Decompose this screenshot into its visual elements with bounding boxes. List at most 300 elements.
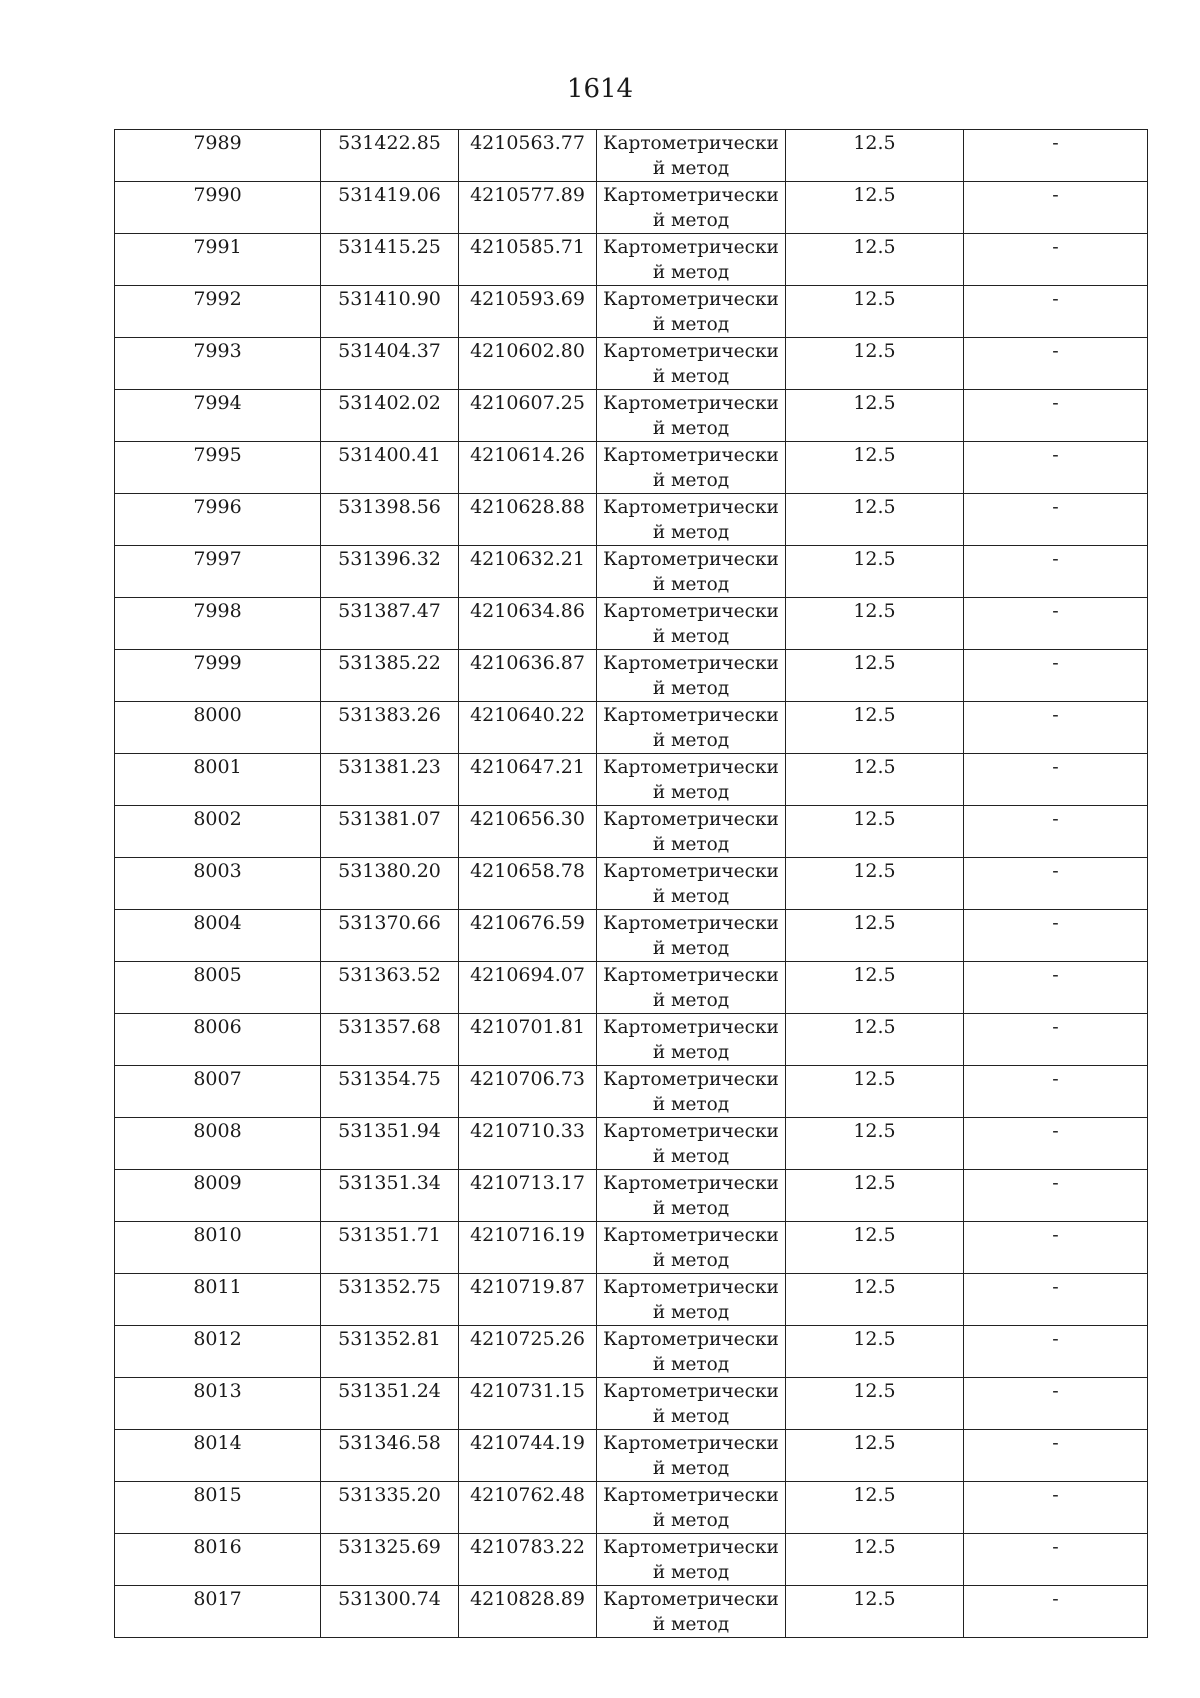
method-cell bbox=[597, 442, 786, 494]
y-coordinate-cell-text: 4210676.59 bbox=[470, 912, 585, 934]
method-cell bbox=[597, 1586, 786, 1638]
table-row bbox=[115, 1222, 1148, 1274]
table-row bbox=[115, 1014, 1148, 1066]
accuracy-cell bbox=[786, 286, 964, 338]
y-coordinate-cell bbox=[459, 1118, 597, 1170]
point-number-cell bbox=[115, 494, 321, 546]
y-coordinate-cell bbox=[459, 390, 597, 442]
method-cell bbox=[597, 1118, 786, 1170]
note-cell-text: - bbox=[1052, 652, 1059, 674]
x-coordinate-cell bbox=[321, 1014, 459, 1066]
x-coordinate-cell-text: 531351.94 bbox=[338, 1120, 441, 1142]
note-cell-text: - bbox=[1052, 1172, 1059, 1194]
y-coordinate-cell bbox=[459, 494, 597, 546]
coordinates-table-body bbox=[115, 130, 1148, 1638]
y-coordinate-cell bbox=[459, 1274, 597, 1326]
point-number-cell bbox=[115, 338, 321, 390]
y-coordinate-cell-text: 4210656.30 bbox=[470, 808, 585, 830]
point-number-cell-text: 8001 bbox=[193, 756, 242, 778]
x-coordinate-cell bbox=[321, 910, 459, 962]
method-cell bbox=[597, 546, 786, 598]
y-coordinate-cell bbox=[459, 910, 597, 962]
method-cell bbox=[597, 1378, 786, 1430]
y-coordinate-cell-text: 4210563.77 bbox=[470, 132, 585, 154]
y-coordinate-cell bbox=[459, 1014, 597, 1066]
x-coordinate-cell-text: 531422.85 bbox=[338, 132, 441, 154]
method-cell-text: Картометрический метод bbox=[603, 341, 779, 387]
note-cell bbox=[964, 650, 1148, 702]
note-cell-text: - bbox=[1052, 704, 1059, 726]
method-cell-text: Картометрический метод bbox=[603, 1433, 779, 1479]
x-coordinate-cell-text: 531419.06 bbox=[338, 184, 441, 206]
table-row bbox=[115, 546, 1148, 598]
point-number-cell bbox=[115, 130, 321, 182]
y-coordinate-cell bbox=[459, 130, 597, 182]
note-cell bbox=[964, 338, 1148, 390]
x-coordinate-cell-text: 531363.52 bbox=[338, 964, 441, 986]
y-coordinate-cell bbox=[459, 650, 597, 702]
x-coordinate-cell bbox=[321, 1170, 459, 1222]
x-coordinate-cell-text: 531351.24 bbox=[338, 1380, 441, 1402]
note-cell bbox=[964, 234, 1148, 286]
y-coordinate-cell-text: 4210706.73 bbox=[470, 1068, 585, 1090]
method-cell-text: Картометрический метод bbox=[603, 913, 779, 959]
note-cell-text: - bbox=[1052, 1016, 1059, 1038]
note-cell-text: - bbox=[1052, 236, 1059, 258]
x-coordinate-cell bbox=[321, 182, 459, 234]
note-cell-text: - bbox=[1052, 912, 1059, 934]
method-cell bbox=[597, 1430, 786, 1482]
table-row bbox=[115, 1482, 1148, 1534]
accuracy-cell bbox=[786, 494, 964, 546]
point-number-cell bbox=[115, 1586, 321, 1638]
method-cell-text: Картометрический метод bbox=[603, 1537, 779, 1583]
accuracy-cell bbox=[786, 1222, 964, 1274]
y-coordinate-cell-text: 4210593.69 bbox=[470, 288, 585, 310]
point-number-cell bbox=[115, 910, 321, 962]
method-cell bbox=[597, 494, 786, 546]
point-number-cell bbox=[115, 546, 321, 598]
y-coordinate-cell-text: 4210762.48 bbox=[470, 1484, 585, 1506]
point-number-cell bbox=[115, 1378, 321, 1430]
method-cell bbox=[597, 1274, 786, 1326]
y-coordinate-cell-text: 4210585.71 bbox=[470, 236, 585, 258]
note-cell-text: - bbox=[1052, 600, 1059, 622]
note-cell bbox=[964, 1534, 1148, 1586]
point-number-cell-text: 8006 bbox=[193, 1016, 242, 1038]
table-row bbox=[115, 962, 1148, 1014]
method-cell-text: Картометрический метод bbox=[603, 1069, 779, 1115]
method-cell-text: Картометрический метод bbox=[603, 653, 779, 699]
accuracy-cell bbox=[786, 1482, 964, 1534]
note-cell-text: - bbox=[1052, 1120, 1059, 1142]
x-coordinate-cell bbox=[321, 1222, 459, 1274]
method-cell bbox=[597, 390, 786, 442]
accuracy-cell bbox=[786, 754, 964, 806]
accuracy-cell bbox=[786, 546, 964, 598]
y-coordinate-cell-text: 4210658.78 bbox=[470, 860, 585, 882]
y-coordinate-cell-text: 4210634.86 bbox=[470, 600, 585, 622]
x-coordinate-cell bbox=[321, 442, 459, 494]
method-cell bbox=[597, 338, 786, 390]
note-cell-text: - bbox=[1052, 808, 1059, 830]
x-coordinate-cell-text: 531404.37 bbox=[338, 340, 441, 362]
x-coordinate-cell-text: 531400.41 bbox=[338, 444, 441, 466]
x-coordinate-cell bbox=[321, 1534, 459, 1586]
x-coordinate-cell-text: 531387.47 bbox=[338, 600, 441, 622]
y-coordinate-cell-text: 4210783.22 bbox=[470, 1536, 585, 1558]
note-cell-text: - bbox=[1052, 1588, 1059, 1610]
method-cell bbox=[597, 1534, 786, 1586]
accuracy-cell-text: 12.5 bbox=[853, 652, 896, 674]
accuracy-cell-text: 12.5 bbox=[853, 1224, 896, 1246]
note-cell-text: - bbox=[1052, 1328, 1059, 1350]
note-cell-text: - bbox=[1052, 860, 1059, 882]
point-number-cell bbox=[115, 1222, 321, 1274]
accuracy-cell-text: 12.5 bbox=[853, 1536, 896, 1558]
method-cell-text: Картометрический метод bbox=[603, 1173, 779, 1219]
accuracy-cell bbox=[786, 1118, 964, 1170]
table-row bbox=[115, 442, 1148, 494]
point-number-cell-text: 8010 bbox=[193, 1224, 242, 1246]
point-number-cell-text: 8004 bbox=[193, 912, 242, 934]
accuracy-cell-text: 12.5 bbox=[853, 1432, 896, 1454]
y-coordinate-cell bbox=[459, 1534, 597, 1586]
table-row bbox=[115, 650, 1148, 702]
accuracy-cell bbox=[786, 806, 964, 858]
x-coordinate-cell bbox=[321, 1066, 459, 1118]
point-number-cell-text: 7999 bbox=[193, 652, 242, 674]
point-number-cell bbox=[115, 650, 321, 702]
note-cell-text: - bbox=[1052, 184, 1059, 206]
table-row bbox=[115, 598, 1148, 650]
point-number-cell bbox=[115, 1430, 321, 1482]
y-coordinate-cell bbox=[459, 1430, 597, 1482]
method-cell bbox=[597, 962, 786, 1014]
accuracy-cell-text: 12.5 bbox=[853, 912, 896, 934]
note-cell bbox=[964, 130, 1148, 182]
x-coordinate-cell bbox=[321, 1274, 459, 1326]
x-coordinate-cell-text: 531402.02 bbox=[338, 392, 441, 414]
accuracy-cell-text: 12.5 bbox=[853, 1120, 896, 1142]
method-cell-text: Картометрический метод bbox=[603, 497, 779, 543]
accuracy-cell bbox=[786, 962, 964, 1014]
accuracy-cell-text: 12.5 bbox=[853, 392, 896, 414]
point-number-cell-text: 7997 bbox=[193, 548, 242, 570]
method-cell bbox=[597, 702, 786, 754]
point-number-cell-text: 8012 bbox=[193, 1328, 242, 1350]
point-number-cell bbox=[115, 286, 321, 338]
x-coordinate-cell-text: 531352.75 bbox=[338, 1276, 441, 1298]
point-number-cell bbox=[115, 442, 321, 494]
note-cell-text: - bbox=[1052, 1068, 1059, 1090]
note-cell bbox=[964, 546, 1148, 598]
accuracy-cell-text: 12.5 bbox=[853, 1016, 896, 1038]
note-cell bbox=[964, 1430, 1148, 1482]
point-number-cell bbox=[115, 234, 321, 286]
point-number-cell bbox=[115, 1534, 321, 1586]
x-coordinate-cell bbox=[321, 806, 459, 858]
y-coordinate-cell bbox=[459, 1066, 597, 1118]
note-cell-text: - bbox=[1052, 1276, 1059, 1298]
method-cell bbox=[597, 1222, 786, 1274]
accuracy-cell bbox=[786, 338, 964, 390]
y-coordinate-cell-text: 4210640.22 bbox=[470, 704, 585, 726]
table-row bbox=[115, 806, 1148, 858]
x-coordinate-cell-text: 531354.75 bbox=[338, 1068, 441, 1090]
method-cell-text: Картометрический метод bbox=[603, 1485, 779, 1531]
y-coordinate-cell-text: 4210577.89 bbox=[470, 184, 585, 206]
y-coordinate-cell-text: 4210716.19 bbox=[470, 1224, 585, 1246]
note-cell bbox=[964, 1482, 1148, 1534]
accuracy-cell bbox=[786, 858, 964, 910]
y-coordinate-cell-text: 4210607.25 bbox=[470, 392, 585, 414]
x-coordinate-cell-text: 531396.32 bbox=[338, 548, 441, 570]
y-coordinate-cell-text: 4210710.33 bbox=[470, 1120, 585, 1142]
table-row bbox=[115, 494, 1148, 546]
accuracy-cell-text: 12.5 bbox=[853, 444, 896, 466]
x-coordinate-cell-text: 531335.20 bbox=[338, 1484, 441, 1506]
table-row bbox=[115, 1378, 1148, 1430]
method-cell-text: Картометрический метод bbox=[603, 237, 779, 283]
point-number-cell-text: 7995 bbox=[193, 444, 242, 466]
note-cell bbox=[964, 754, 1148, 806]
method-cell bbox=[597, 286, 786, 338]
accuracy-cell bbox=[786, 702, 964, 754]
method-cell-text: Картометрический метод bbox=[603, 809, 779, 855]
point-number-cell-text: 8017 bbox=[193, 1588, 242, 1610]
method-cell-text: Картометрический метод bbox=[603, 185, 779, 231]
y-coordinate-cell-text: 4210614.26 bbox=[470, 444, 585, 466]
y-coordinate-cell bbox=[459, 1170, 597, 1222]
x-coordinate-cell-text: 531380.20 bbox=[338, 860, 441, 882]
note-cell bbox=[964, 1274, 1148, 1326]
y-coordinate-cell-text: 4210713.17 bbox=[470, 1172, 585, 1194]
point-number-cell-text: 7993 bbox=[193, 340, 242, 362]
note-cell-text: - bbox=[1052, 496, 1059, 518]
note-cell-text: - bbox=[1052, 548, 1059, 570]
y-coordinate-cell bbox=[459, 962, 597, 1014]
method-cell bbox=[597, 182, 786, 234]
point-number-cell bbox=[115, 806, 321, 858]
x-coordinate-cell bbox=[321, 390, 459, 442]
x-coordinate-cell-text: 531351.34 bbox=[338, 1172, 441, 1194]
point-number-cell bbox=[115, 390, 321, 442]
note-cell bbox=[964, 1170, 1148, 1222]
accuracy-cell-text: 12.5 bbox=[853, 704, 896, 726]
table-row bbox=[115, 1274, 1148, 1326]
x-coordinate-cell bbox=[321, 286, 459, 338]
accuracy-cell-text: 12.5 bbox=[853, 1068, 896, 1090]
x-coordinate-cell-text: 531381.23 bbox=[338, 756, 441, 778]
accuracy-cell-text: 12.5 bbox=[853, 600, 896, 622]
y-coordinate-cell bbox=[459, 182, 597, 234]
point-number-cell-text: 8014 bbox=[193, 1432, 242, 1454]
note-cell bbox=[964, 1378, 1148, 1430]
note-cell bbox=[964, 910, 1148, 962]
y-coordinate-cell-text: 4210628.88 bbox=[470, 496, 585, 518]
y-coordinate-cell-text: 4210701.81 bbox=[470, 1016, 585, 1038]
x-coordinate-cell bbox=[321, 546, 459, 598]
accuracy-cell-text: 12.5 bbox=[853, 1328, 896, 1350]
method-cell-text: Картометрический метод bbox=[603, 549, 779, 595]
point-number-cell bbox=[115, 1118, 321, 1170]
accuracy-cell bbox=[786, 1534, 964, 1586]
y-coordinate-cell-text: 4210725.26 bbox=[470, 1328, 585, 1350]
accuracy-cell bbox=[786, 130, 964, 182]
x-coordinate-cell-text: 531352.81 bbox=[338, 1328, 441, 1350]
y-coordinate-cell bbox=[459, 442, 597, 494]
accuracy-cell-text: 12.5 bbox=[853, 808, 896, 830]
note-cell bbox=[964, 1326, 1148, 1378]
point-number-cell-text: 7992 bbox=[193, 288, 242, 310]
y-coordinate-cell bbox=[459, 286, 597, 338]
method-cell bbox=[597, 234, 786, 286]
point-number-cell bbox=[115, 1326, 321, 1378]
x-coordinate-cell bbox=[321, 1430, 459, 1482]
table-row bbox=[115, 1586, 1148, 1638]
table-row bbox=[115, 286, 1148, 338]
note-cell-text: - bbox=[1052, 444, 1059, 466]
accuracy-cell bbox=[786, 182, 964, 234]
x-coordinate-cell bbox=[321, 962, 459, 1014]
note-cell-text: - bbox=[1052, 1224, 1059, 1246]
point-number-cell-text: 7996 bbox=[193, 496, 242, 518]
point-number-cell-text: 8013 bbox=[193, 1380, 242, 1402]
note-cell bbox=[964, 182, 1148, 234]
y-coordinate-cell bbox=[459, 1482, 597, 1534]
note-cell bbox=[964, 286, 1148, 338]
point-number-cell bbox=[115, 1014, 321, 1066]
method-cell-text: Картометрический метод bbox=[603, 133, 779, 179]
note-cell bbox=[964, 1222, 1148, 1274]
accuracy-cell bbox=[786, 1378, 964, 1430]
x-coordinate-cell bbox=[321, 650, 459, 702]
point-number-cell bbox=[115, 962, 321, 1014]
note-cell-text: - bbox=[1052, 340, 1059, 362]
x-coordinate-cell bbox=[321, 598, 459, 650]
accuracy-cell-text: 12.5 bbox=[853, 184, 896, 206]
y-coordinate-cell bbox=[459, 598, 597, 650]
coordinates-table bbox=[114, 129, 1148, 1638]
y-coordinate-cell bbox=[459, 702, 597, 754]
x-coordinate-cell bbox=[321, 338, 459, 390]
point-number-cell-text: 8011 bbox=[193, 1276, 242, 1298]
x-coordinate-cell-text: 531325.69 bbox=[338, 1536, 441, 1558]
point-number-cell-text: 8009 bbox=[193, 1172, 242, 1194]
accuracy-cell-text: 12.5 bbox=[853, 288, 896, 310]
y-coordinate-cell bbox=[459, 858, 597, 910]
point-number-cell-text: 7989 bbox=[193, 132, 242, 154]
table-row bbox=[115, 754, 1148, 806]
page-number: 1614 bbox=[566, 74, 634, 104]
y-coordinate-cell-text: 4210632.21 bbox=[470, 548, 585, 570]
point-number-cell bbox=[115, 858, 321, 910]
accuracy-cell bbox=[786, 234, 964, 286]
x-coordinate-cell-text: 531398.56 bbox=[338, 496, 441, 518]
y-coordinate-cell-text: 4210731.15 bbox=[470, 1380, 585, 1402]
method-cell bbox=[597, 1482, 786, 1534]
method-cell-text: Картометрический метод bbox=[603, 1017, 779, 1063]
accuracy-cell-text: 12.5 bbox=[853, 548, 896, 570]
note-cell bbox=[964, 1586, 1148, 1638]
y-coordinate-cell-text: 4210636.87 bbox=[470, 652, 585, 674]
method-cell bbox=[597, 650, 786, 702]
note-cell bbox=[964, 702, 1148, 754]
method-cell bbox=[597, 598, 786, 650]
method-cell-text: Картометрический метод bbox=[603, 289, 779, 335]
table-row bbox=[115, 130, 1148, 182]
note-cell bbox=[964, 806, 1148, 858]
point-number-cell-text: 8008 bbox=[193, 1120, 242, 1142]
note-cell-text: - bbox=[1052, 1536, 1059, 1558]
y-coordinate-cell bbox=[459, 546, 597, 598]
method-cell-text: Картометрический метод bbox=[603, 1589, 779, 1635]
y-coordinate-cell bbox=[459, 1586, 597, 1638]
point-number-cell-text: 8005 bbox=[193, 964, 242, 986]
point-number-cell bbox=[115, 702, 321, 754]
point-number-cell-text: 8002 bbox=[193, 808, 242, 830]
note-cell-text: - bbox=[1052, 1380, 1059, 1402]
point-number-cell bbox=[115, 754, 321, 806]
point-number-cell-text: 8003 bbox=[193, 860, 242, 882]
accuracy-cell bbox=[786, 650, 964, 702]
accuracy-cell-text: 12.5 bbox=[853, 1276, 896, 1298]
x-coordinate-cell bbox=[321, 130, 459, 182]
x-coordinate-cell bbox=[321, 754, 459, 806]
accuracy-cell-text: 12.5 bbox=[853, 496, 896, 518]
method-cell bbox=[597, 1170, 786, 1222]
table-row bbox=[115, 182, 1148, 234]
x-coordinate-cell-text: 531351.71 bbox=[338, 1224, 441, 1246]
accuracy-cell bbox=[786, 1274, 964, 1326]
y-coordinate-cell-text: 4210719.87 bbox=[470, 1276, 585, 1298]
table-row bbox=[115, 234, 1148, 286]
y-coordinate-cell bbox=[459, 1378, 597, 1430]
point-number-cell-text: 8007 bbox=[193, 1068, 242, 1090]
accuracy-cell-text: 12.5 bbox=[853, 132, 896, 154]
note-cell bbox=[964, 1118, 1148, 1170]
note-cell bbox=[964, 598, 1148, 650]
note-cell-text: - bbox=[1052, 288, 1059, 310]
method-cell bbox=[597, 858, 786, 910]
x-coordinate-cell bbox=[321, 234, 459, 286]
method-cell-text: Картометрический метод bbox=[603, 1121, 779, 1167]
x-coordinate-cell-text: 531410.90 bbox=[338, 288, 441, 310]
table-row bbox=[115, 910, 1148, 962]
method-cell-text: Картометрический метод bbox=[603, 1277, 779, 1323]
table-row bbox=[115, 1430, 1148, 1482]
note-cell-text: - bbox=[1052, 964, 1059, 986]
table-row bbox=[115, 1066, 1148, 1118]
point-number-cell-text: 7990 bbox=[193, 184, 242, 206]
accuracy-cell-text: 12.5 bbox=[853, 236, 896, 258]
point-number-cell-text: 8016 bbox=[193, 1536, 242, 1558]
table-row bbox=[115, 390, 1148, 442]
point-number-cell-text: 8015 bbox=[193, 1484, 242, 1506]
x-coordinate-cell bbox=[321, 1482, 459, 1534]
x-coordinate-cell bbox=[321, 1586, 459, 1638]
y-coordinate-cell-text: 4210744.19 bbox=[470, 1432, 585, 1454]
y-coordinate-cell-text: 4210694.07 bbox=[470, 964, 585, 986]
note-cell-text: - bbox=[1052, 1484, 1059, 1506]
accuracy-cell bbox=[786, 1014, 964, 1066]
method-cell bbox=[597, 910, 786, 962]
note-cell bbox=[964, 390, 1148, 442]
note-cell bbox=[964, 1014, 1148, 1066]
y-coordinate-cell-text: 4210602.80 bbox=[470, 340, 585, 362]
method-cell bbox=[597, 1326, 786, 1378]
